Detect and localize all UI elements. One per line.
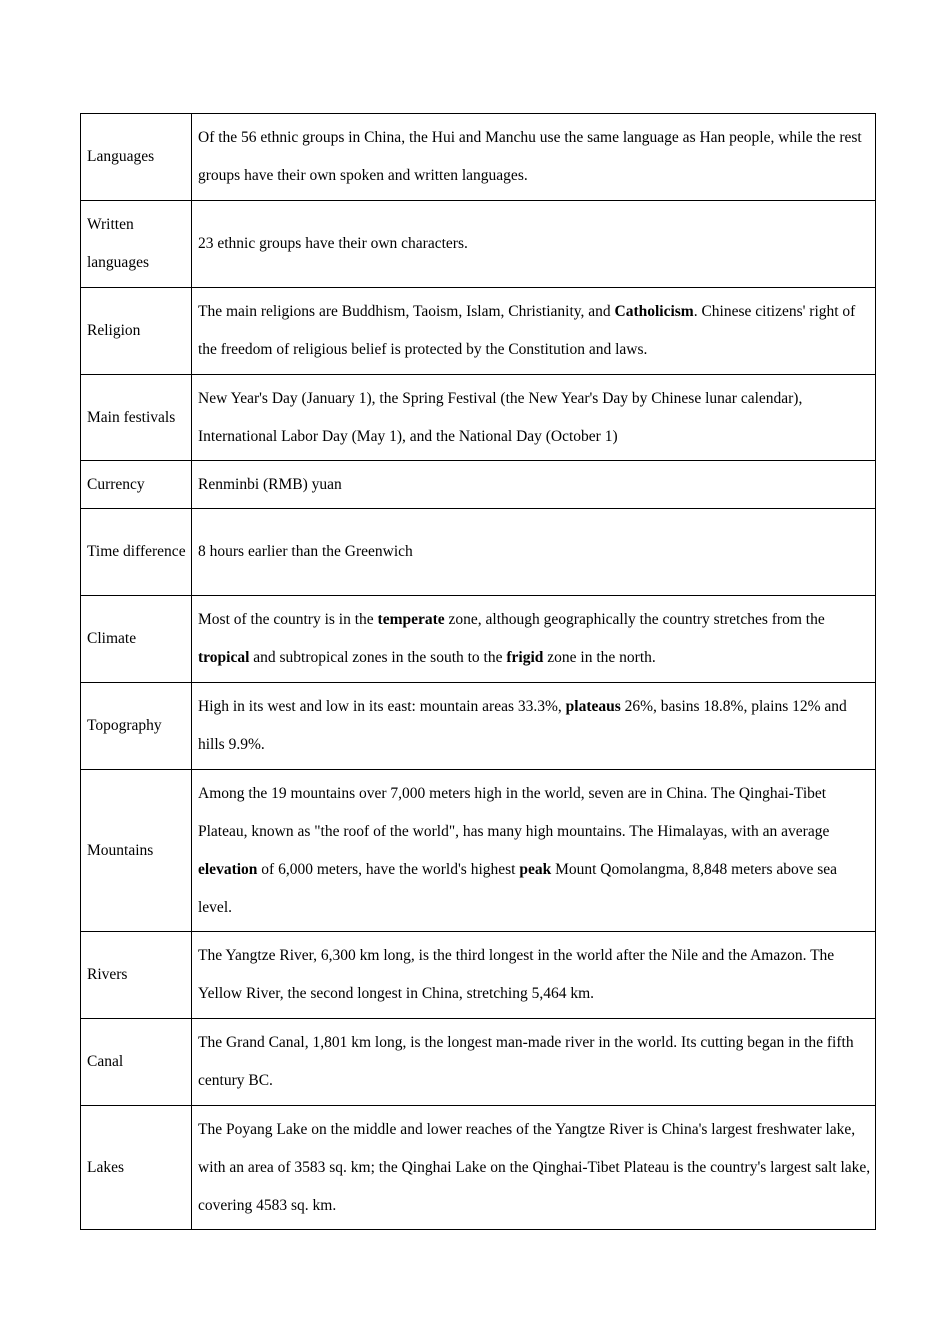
table-row: [81, 596, 876, 683]
row-value: The Yangtze River, 6,300 km long, is the third longest in the world after the Nile and the Amazon. The Yellow River, the second longest in China, stretching 5,464 km.: [192, 932, 876, 1019]
row-label: Topography: [81, 683, 192, 770]
row-label: Mountains: [81, 770, 192, 932]
row-label: Rivers: [81, 932, 192, 1019]
row-label: Main festivals: [81, 375, 192, 461]
row-label: Time difference: [81, 509, 192, 596]
table-row: [81, 683, 876, 770]
row-value: 23 ethnic groups have their own characters.: [192, 201, 876, 288]
row-label: Lakes: [81, 1106, 192, 1230]
row-value: Most of the country is in the temperate zone, although geographically the country stretches from the tropical and subtropical zones in the south to the frigid zone in the north.: [192, 596, 876, 683]
row-label: Climate: [81, 596, 192, 683]
keyword: tropical: [198, 649, 250, 666]
row-value: The Poyang Lake on the middle and lower reaches of the Yangtze River is China's largest freshwater lake, with an area of 3583 sq. km; the Qinghai Lake on the Qinghai-Tibet Plateau is the country's largest salt lake, covering 4583 sq. km.: [192, 1106, 876, 1230]
table-row: [81, 1019, 876, 1106]
row-value: High in its west and low in its east: mountain areas 33.3%, plateaus 26%, basins 18.8%, plains 12% and hills 9.9%.: [192, 683, 876, 770]
row-label: Written languages: [81, 201, 192, 288]
row-value: 8 hours earlier than the Greenwich: [192, 509, 876, 596]
keyword: plateaus: [565, 698, 621, 715]
keyword: elevation: [198, 860, 258, 878]
table-row: [81, 1106, 876, 1230]
row-label: Languages: [81, 114, 192, 201]
keyword: Catholicism: [614, 303, 694, 320]
keyword: frigid: [506, 649, 544, 666]
table-row: [81, 770, 876, 932]
row-label: Currency: [81, 461, 192, 509]
table-row: [81, 114, 876, 201]
table-row: [81, 288, 876, 375]
row-value: Among the 19 mountains over 7,000 meters high in the world, seven are in China. The Qinghai-Tibet Plateau, known as "the roof of the world", has many high mountains. The Himalayas, with an average elevation of 6,000 meters, have the world's highest peak Mount Qomolangma, 8,848 meters above sea level.: [192, 770, 876, 932]
row-value: The Grand Canal, 1,801 km long, is the longest man-made river in the world. Its cutting began in the fifth century BC.: [192, 1019, 876, 1106]
table-row: [81, 201, 876, 288]
row-label: Religion: [81, 288, 192, 375]
row-value: New Year's Day (January 1), the Spring Festival (the New Year's Day by Chinese lunar calendar), International Labor Day (May 1), and the National Day (October 1): [192, 375, 876, 461]
row-value: Of the 56 ethnic groups in China, the Hui and Manchu use the same language as Han people, while the rest groups have their own spoken and written languages.: [192, 114, 876, 201]
table-row: [81, 461, 876, 509]
keyword: temperate: [377, 611, 445, 628]
table-row: [81, 932, 876, 1019]
table-row: [81, 375, 876, 461]
row-label: Canal: [81, 1019, 192, 1106]
row-value: Renminbi (RMB) yuan: [192, 461, 876, 509]
keyword: peak: [519, 860, 552, 878]
china-facts-table: [80, 113, 876, 1230]
row-value: The main religions are Buddhism, Taoism, Islam, Christianity, and Catholicism. Chinese citizens' right of the freedom of religious belief is protected by the Constitution and laws.: [192, 288, 876, 375]
table-row: [81, 509, 876, 596]
